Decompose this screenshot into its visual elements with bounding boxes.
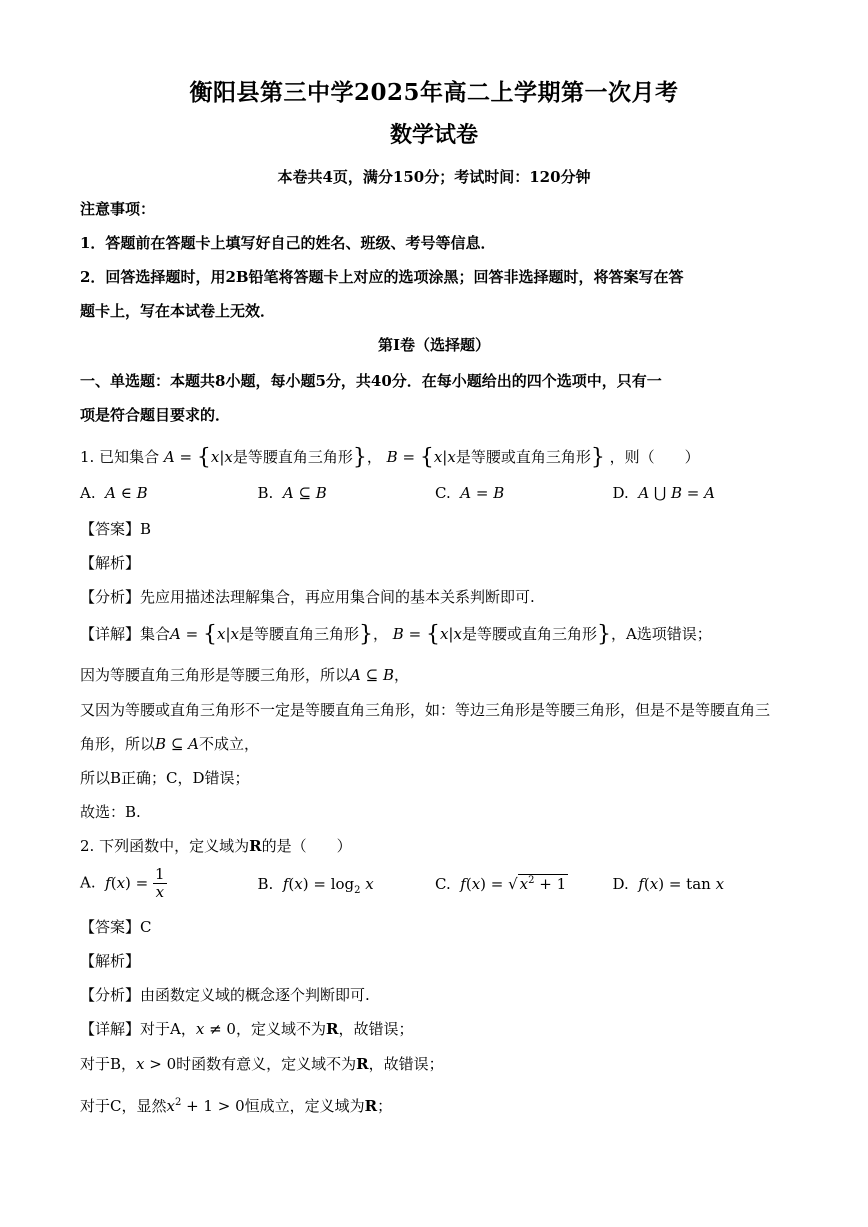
q1-option-a[interactable]: A. A ∈ B — [80, 484, 148, 502]
section-title: 第Ⅰ卷（选择题） — [377, 336, 491, 354]
q1-detail-line4: 所以B正确；C，D错误； — [80, 769, 250, 787]
q1-option-d[interactable]: D. A ⋃ B = A — [612, 484, 715, 502]
q2-answer: 【答案】C — [80, 918, 152, 936]
q2-detail-line1: 【详解】对于A，x ≠ 0，定义域不为R，故错误； — [80, 1020, 414, 1038]
q1-option-c[interactable]: C. A = B — [435, 484, 505, 502]
q1-detail-line5: 故选：B. — [80, 803, 141, 821]
q2-option-c[interactable]: C. f(x) = √ $x^2 + 1$ — [435, 875, 567, 893]
q1-analysis-head: 【解析】 — [80, 554, 141, 572]
q1-setB: B = {x|x是等腰或直角三角形} — [386, 445, 605, 470]
q2-stem: 2. 下列函数中，定义域为R的是（ ） — [80, 837, 352, 855]
q1-answer: 【答案】B — [80, 520, 152, 538]
exam-meta: 本卷共4页，满分150分；考试时间：120分钟 — [277, 168, 591, 186]
q1-setA: A = {x|x是等腰直角三角形} — [163, 445, 367, 470]
q2-fenxi: 【分析】由函数定义域的概念逐个判断即可. — [80, 986, 370, 1004]
q2-options — [80, 866, 790, 901]
q1-stem: 1. 已知集合 A = {x|x是等腰直角三角形}， B = {x|x是等腰或直角三角形} ，则（ ） — [80, 445, 700, 470]
section-desc-b: 项是符合题目要求的． — [80, 406, 231, 424]
q2-detail-line3: 对于C，显然$x^2 + 1 > 0$恒成立，定义域为R； — [80, 1097, 393, 1115]
q1-option-b[interactable]: B. A ⊆ B — [257, 484, 327, 502]
q1-detail-line2: 又因为等腰或直角三角形不一定是等腰直角三角形，如：等边三角形是等腰三角形，但是不是等腰直角三 — [80, 701, 771, 719]
section-desc-a: 一、单选题：本题共8小题，每小题5分，共40分．在每小题给出的四个选项中，只有一 — [80, 372, 662, 390]
q1-detail-line1: 因为等腰直角三角形是等腰三角形，所以A ⊆ B， — [80, 666, 410, 684]
q2-option-b[interactable]: B. $f(x) = \log_2 x$ — [257, 875, 374, 896]
q1-prefix: 1. 已知集合 — [80, 448, 160, 466]
notice-heading: 注意事项： — [80, 200, 156, 218]
q1-fenxi: 【分析】先应用描述法理解集合，再应用集合间的基本关系判断即可. — [80, 588, 535, 606]
q2-option-a[interactable]: A. f(x) = $\frac{1}{x}$ — [80, 865, 165, 901]
notice-item-2b: 题卡上，写在本试卷上无效． — [80, 302, 276, 320]
q2-detail-line2: 对于B，x > 0时函数有意义，定义域不为R，故错误； — [80, 1055, 444, 1073]
exam-subtitle: 数学试卷 — [389, 122, 478, 148]
exam-title: 衡阳县第三中学2025年高二上学期第一次月考 — [189, 79, 679, 106]
q1-detail-line3: 角形，所以B ⊆ A不成立， — [80, 735, 260, 753]
q1-detail: 【详解】集合A = {x|x是等腰直角三角形}， B = {x|x是等腰或直角三角形}，A选项错误； — [80, 622, 712, 647]
q1-options — [80, 484, 790, 502]
q2-analysis-head: 【解析】 — [80, 952, 141, 970]
q1-suffix: ，则（ ） — [609, 448, 700, 466]
notice-item-1: 1．答题前在答题卡上填写好自己的姓名、班级、考号等信息． — [80, 234, 496, 252]
q2-option-d[interactable]: D. f(x) = tan x — [612, 875, 725, 893]
notice-item-2a: 2．回答选择题时，用2B铅笔将答题卡上对应的选项涂黑；回答非选择题时，将答案写在答 — [80, 268, 684, 286]
